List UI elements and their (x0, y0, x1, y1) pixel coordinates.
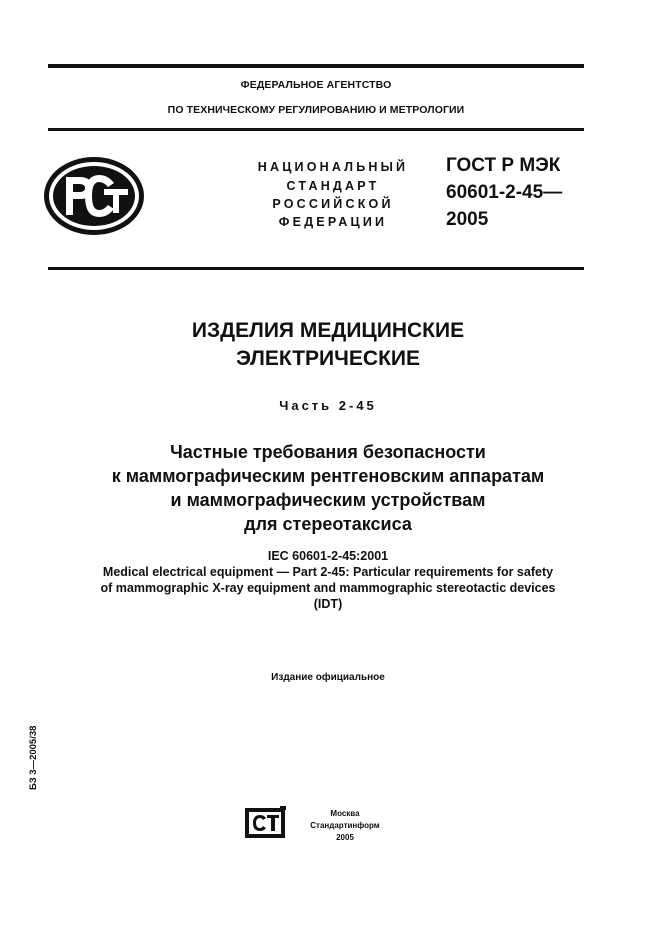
document-title-line-2: ЭЛЕКТРИЧЕСКИЕ (236, 347, 420, 370)
iec-identity-note: (IDT) (313, 597, 343, 611)
iec-reference: IEC 60601-2-45:2001 (267, 549, 389, 563)
standard-code-line-1: ГОСТ Р МЭК (446, 155, 561, 176)
side-catalog-code: БЗ 3—2005/38 (28, 725, 39, 790)
header-rule (48, 128, 584, 131)
standard-type-line-4: ФЕДЕРАЦИИ (278, 215, 388, 229)
agency-line-1: ФЕДЕРАЛЬНОЕ АГЕНТСТВО (240, 79, 392, 91)
publication-year: 2005 (336, 833, 354, 842)
rst-certification-mark-icon (42, 155, 146, 237)
publisher-city: Москва (330, 809, 360, 818)
agency-line-2: ПО ТЕХНИЧЕСКОМУ РЕГУЛИРОВАНИЮ И МЕТРОЛОГИИ (167, 104, 465, 116)
document-title-line-1: ИЗДЕЛИЯ МЕДИЦИНСКИЕ (191, 319, 465, 342)
top-rule (48, 64, 584, 68)
publisher-name: Стандартинформ (310, 821, 380, 830)
subtitle-line-3: и маммографическим устройствам (170, 490, 486, 510)
standard-code-line-2: 60601-2-45— (446, 182, 563, 203)
standartinform-logo-icon (244, 806, 288, 840)
standard-type-line-3: РОССИЙСКОЙ (272, 197, 394, 211)
standard-block-rule (48, 267, 584, 270)
subtitle-line-2: к маммографическим рентгеновским аппаратам (111, 466, 545, 486)
official-edition-label: Издание официальное (271, 672, 385, 683)
standard-code-line-3: 2005 (446, 209, 489, 230)
subtitle-line-4: для стереотаксиса (244, 514, 412, 534)
iec-english-title-line-2: of mammographic X-ray equipment and mammographic stereotactic devices (100, 581, 556, 595)
iec-english-title-line-1: Medical electrical equipment — Part 2-45: Particular requirements for safety (102, 565, 554, 579)
standard-type-line-2: СТАНДАРТ (286, 179, 380, 193)
subtitle-line-1: Частные требования безопасности (170, 442, 486, 462)
standard-type-line-1: НАЦИОНАЛЬНЫЙ (257, 160, 409, 174)
part-number: Часть 2-45 (279, 398, 377, 413)
